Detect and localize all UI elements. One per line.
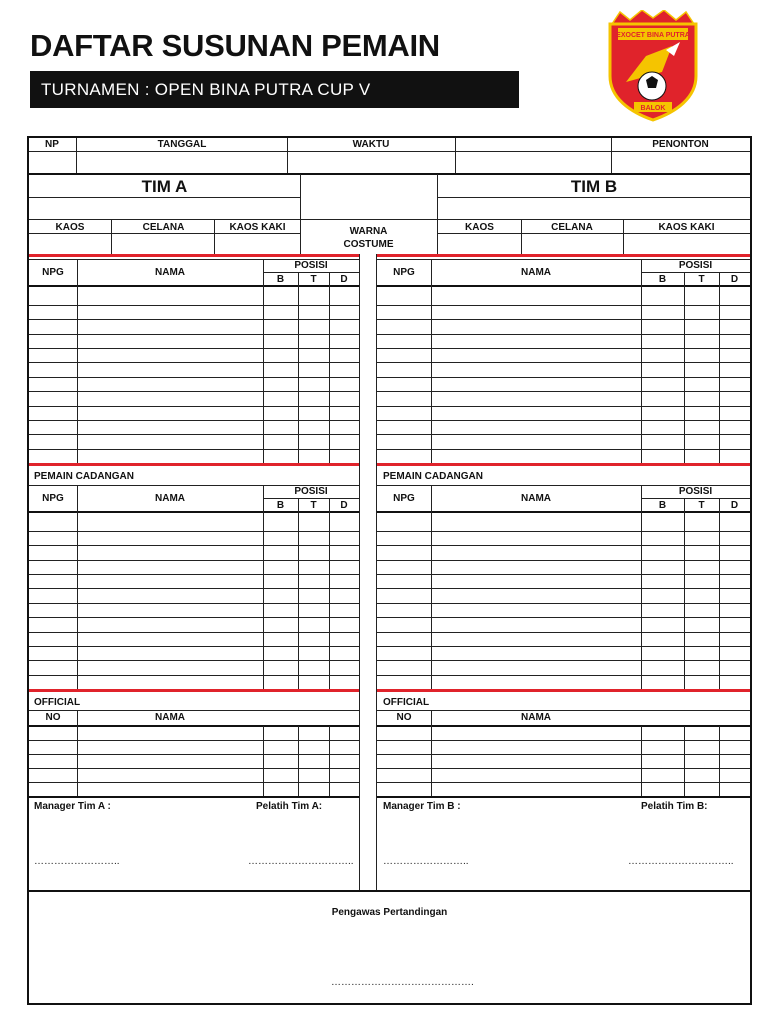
starter-b-npg-header: NPG <box>393 267 415 278</box>
official-a-no-header: NO <box>45 712 61 723</box>
reserve-b-npg-header: NPG <box>393 493 415 504</box>
reserve-b-t-header: T <box>698 500 705 511</box>
reserve-b-posisi-header: POSISI <box>678 486 713 497</box>
team-a-title: TIM A <box>141 177 188 196</box>
kaos-a-label: KAOS <box>55 222 85 233</box>
waktu-label: WAKTU <box>352 139 390 150</box>
pelatih-b-label: Pelatih Tim B: <box>641 801 708 812</box>
cadangan-a-label: PEMAIN CADANGAN <box>34 471 134 482</box>
pelatih-a-label: Pelatih Tim A: <box>256 801 323 812</box>
reserve-a-b-header: B <box>276 500 285 511</box>
cadangan-b-label: PEMAIN CADANGAN <box>383 471 483 482</box>
warna-text: WARNA <box>349 226 388 237</box>
kaos-kaki-b-label: KAOS KAKI <box>658 222 715 233</box>
reserve-a-t-header: T <box>310 500 317 511</box>
reserve-a-npg-header: NPG <box>42 493 64 504</box>
pengawas-dots: ……………………………………. <box>331 977 474 988</box>
manager-b-dots: …………………….. <box>383 856 469 867</box>
manager-a-dots: …………………….. <box>34 856 120 867</box>
tournament-name: TURNAMEN : OPEN BINA PUTRA CUP V <box>41 80 371 99</box>
kaos-b-label: KAOS <box>465 222 494 233</box>
starter-b-t-header: T <box>698 274 705 285</box>
starter-a-npg-header: NPG <box>42 267 64 278</box>
team-b-title: TIM B <box>570 177 618 196</box>
reserve-b-b-header: B <box>658 500 667 511</box>
starter-a-nama-header: NAMA <box>155 267 185 278</box>
reserve-b-d-header: D <box>730 500 739 511</box>
page-title: DAFTAR SUSUNAN PEMAIN <box>30 28 440 63</box>
manager-a-label: Manager Tim A : <box>34 801 111 812</box>
logo-top-text: EXOCET BINA PUTRA <box>616 32 690 39</box>
celana-a-label: CELANA <box>142 222 185 233</box>
starter-b-posisi-header: POSISI <box>678 260 713 271</box>
logo-bottom-text: BALOK <box>640 105 666 112</box>
tournament-banner <box>30 71 519 108</box>
reserve-a-d-header: D <box>340 500 348 511</box>
tanggal-label: TANGGAL <box>157 139 207 150</box>
starter-a-posisi-header: POSISI <box>294 260 328 271</box>
starter-b-nama-header: NAMA <box>521 267 551 278</box>
pelatih-b-dots: ………………………….. <box>628 856 734 867</box>
official-a-nama-header: NAMA <box>155 712 185 723</box>
penonton-label: PENONTON <box>652 139 709 150</box>
official-b-no-header: NO <box>396 712 412 723</box>
warna-costume-label <box>300 225 437 251</box>
manager-b-label: Manager Tim B : <box>383 801 461 812</box>
starter-b-d-header: D <box>730 274 739 285</box>
reserve-b-nama-header: NAMA <box>521 493 551 504</box>
club-logo <box>606 10 700 122</box>
pelatih-a-dots: ………………………….. <box>248 856 354 867</box>
costume-text: COSTUME <box>343 239 394 250</box>
official-a-label: OFFICIAL <box>34 697 81 708</box>
kaos-kaki-a-label: KAOS KAKI <box>229 222 286 233</box>
starter-a-t-header: T <box>310 274 317 285</box>
official-b-label: OFFICIAL <box>383 697 430 708</box>
starter-a-d-header: D <box>340 274 348 285</box>
starter-b-b-header: B <box>658 274 667 285</box>
pengawas-label: Pengawas Pertandingan <box>331 907 448 918</box>
reserve-a-posisi-header: POSISI <box>294 486 328 497</box>
reserve-a-nama-header: NAMA <box>155 493 185 504</box>
celana-b-label: CELANA <box>551 222 593 233</box>
official-b-nama-header: NAMA <box>521 712 551 723</box>
np-label: NP <box>45 139 59 150</box>
starter-a-b-header: B <box>276 274 285 285</box>
logo-crown <box>612 10 694 24</box>
